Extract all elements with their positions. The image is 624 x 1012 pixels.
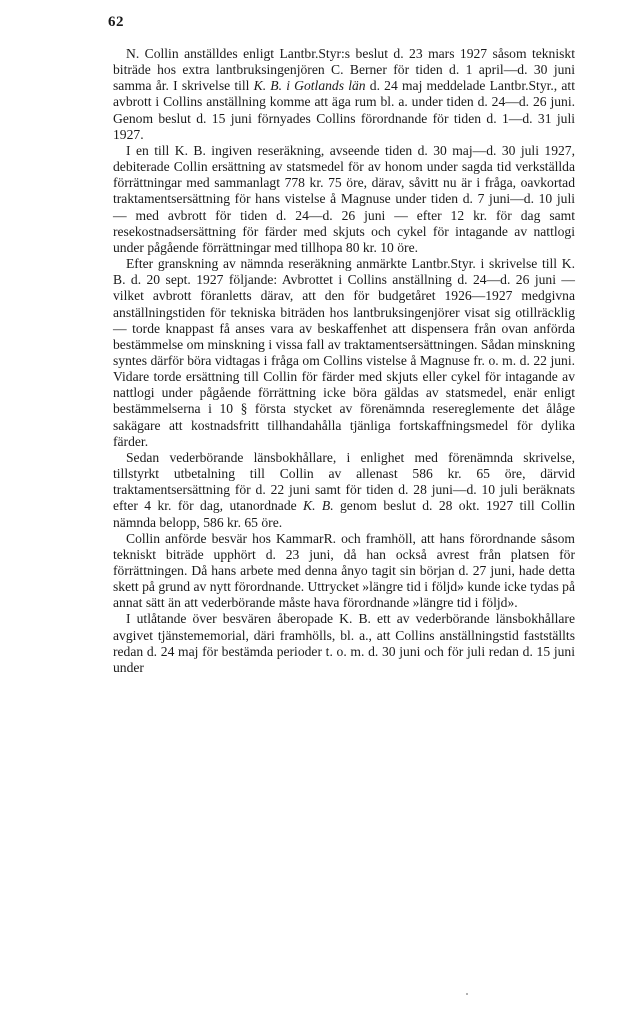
paper-speck [466,993,468,995]
text-run: Collin anförde besvär hos KammarR. och framhöll, att hans förordnande såsom tekniskt biträde upphört d. 23 juni, då han också avrest från platsen för förrättningen. Då hans arbete med denna ånyo tagit sin början d. 27 juni, hade detta skett på grund av nytt förordnande. Uttrycket »längre tid i följd» kunde icke tydas på annat sätt än att vederbörande måste hava förordnande »längre tid i följd». [113,530,575,611]
body-text [113,46,575,676]
text-run: I en till K. B. ingiven reseräkning, avseende tiden d. 30 maj—d. 30 juli 1927, debiterade Collin ersättning av statsmedel för av honom under sagda tid verkställda förrättningar med sammanlagt 778 kr. 75 öre, därav, såvitt nu är i fråga, oavkortad traktamentsersättning för hans vistelse å Magnuse under tiden d. 7 juni—d. 10 juli — med avbrott för tiden d. 24—d. 26 juni — efter 12 kr. för dag samt resekostnadsersättning för färder med skjuts och cykel för intagande av nattlogi under pågående förrättningar med tillhopa 80 kr. 10 öre. [113,142,575,255]
text-run: Sedan vederbörande länsbokhållare, i enlighet med förenämnda skrivelse, tillstyrkt utbetalning till Collin av allenast 586 kr. 65 öre, därvid traktamentsersättning för d. 22 juni samt för tiden d. 28 juni—d. 10 juli beräknats efter 4 kr. för dag, utanordnade [113,449,575,514]
paragraph-1 [113,46,575,143]
text-run: genom beslut d. 28 okt. 1927 till Collin nämnda belopp, 586 kr. 65 öre. [113,498,576,530]
italic-run: K. B. i Gotlands län [253,78,366,94]
text-run: d. 24 maj meddelade Lantbr.Styr., att avbrott i Collins anställning komme att äga rum bl. a. under tiden d. 24—d. 26 juni. Genom beslut d. 15 juni förnyades Collins förordnande för tiden d. 1—d. 31 juli 1927. [113,78,575,142]
text-run: I utlåtande över besvären åberopade K. B. ett av vederbörande länsbokhållare avgivet tjänstememorial, däri framhölls, bl. a., att Collins anställningstid fastställts redan d. 24 maj för bestämda perioder t. o. m. d. 30 juni och för juli redan d. 15 juni under [113,611,575,675]
page-number: 62 [108,14,124,30]
italic-run: K. B. [303,498,334,514]
paragraph-5 [113,531,575,612]
paragraph-2 [113,143,575,256]
paragraph-6 [113,611,575,676]
paragraph-4 [113,450,575,531]
text-run: Efter granskning av nämnda reseräkning anmärkte Lantbr.Styr. i skrivelse till K. B. d. 20 sept. 1927 följande: Avbrottet i Collins anställning d. 24—d. 26 juni — vilket avbrott föranletts därav, att den för budgetåret 1926—1927 medgivna anställningstiden för tekniska biträden hos lantbruksingenjörer visat sig otillräcklig — torde knappast få anses vara av beskaffenhet att dispensera från ovan anförda bestämmelse om minskning i vissa fall av traktamentsersättningen. Sådan minskning syntes därför böra vidtagas i fråga om Collins vistelse å Magnuse fr. o. m. d. 22 juni. Vidare torde ersättning till Collin för färder med skjuts eller cykel för intagande av nattlogi under pågående förrättning icke böra gäldas av statsmedel, enär enligt bestämmelserna i 10 § första stycket av förenämnda resereglemente det ålåge sakägare att kostnadsfritt tillhandahålla tjänliga fortskaffningsmedel för dylika färder. [113,256,575,449]
paragraph-3 [113,256,575,450]
text-run: N. Collin anställdes enligt Lantbr.Styr:s beslut d. 23 mars 1927 såsom tekniskt biträde hos extra lantbruksingenjören C. Berner för tiden d. 1 april—d. 30 juni samma år. I skrivelse till [113,46,575,94]
